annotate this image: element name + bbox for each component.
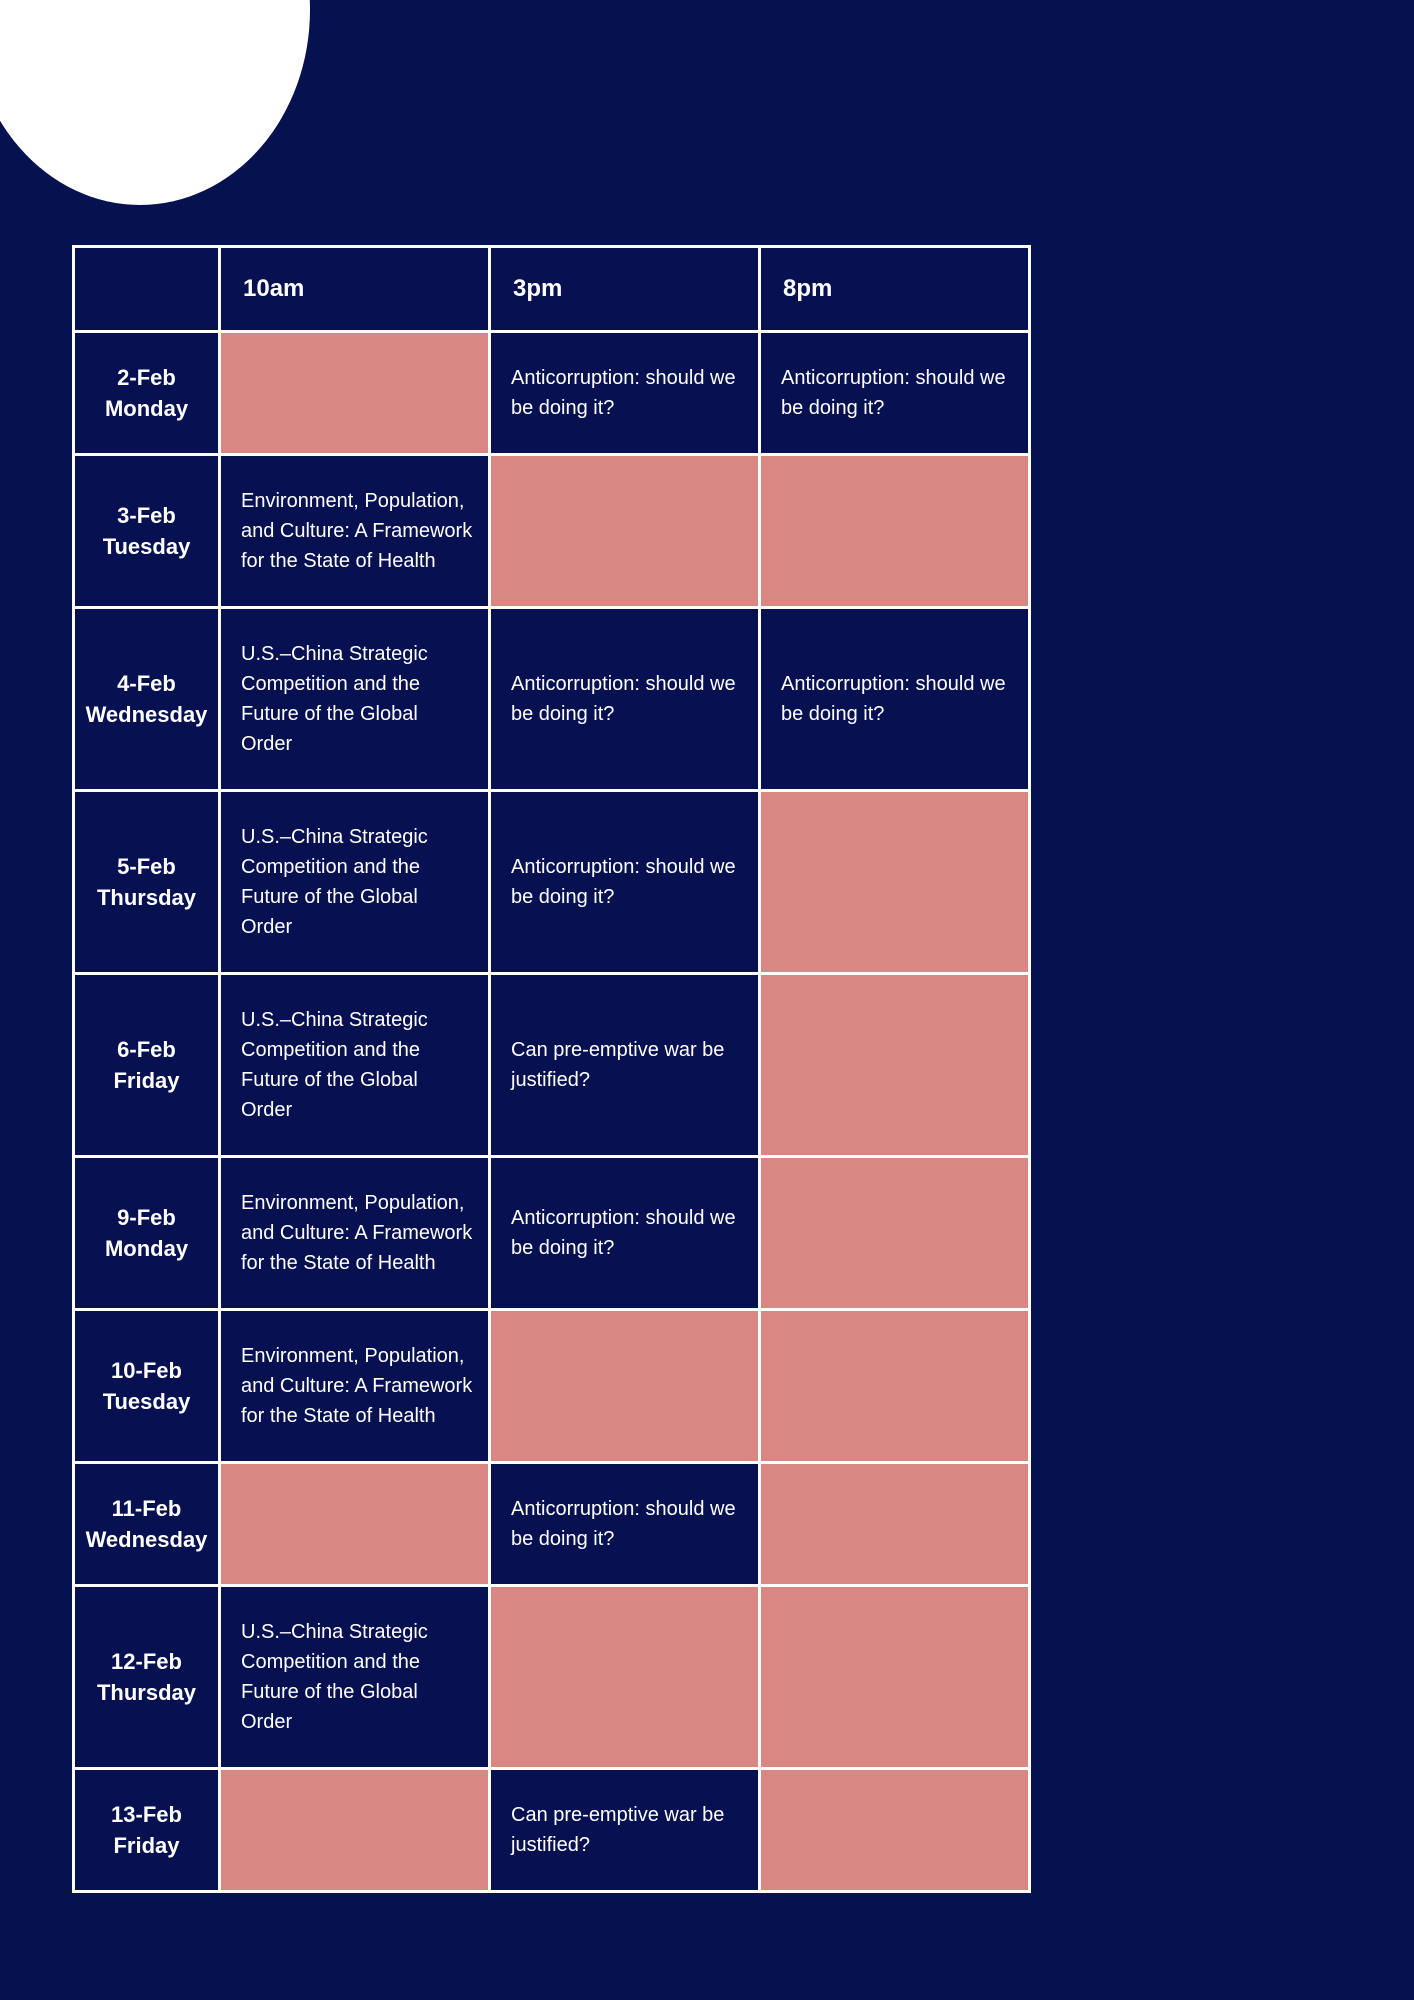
class-slot-cell: Can pre-emptive war be justified? xyxy=(490,974,760,1157)
date-label: 9-Feb xyxy=(117,1205,176,1230)
class-slot-cell: Anticorruption: should we be doing it? xyxy=(490,332,760,455)
class-slot-cell: U.S.–China Strategic Competition and the Future of the Global Order xyxy=(220,1586,490,1769)
empty-slot-cell xyxy=(760,974,1030,1157)
empty-slot-cell xyxy=(490,455,760,608)
header-cell-3pm: 3pm xyxy=(490,247,760,332)
day-label: Tuesday xyxy=(102,1389,191,1414)
schedule-row xyxy=(74,1586,1030,1769)
day-label: Monday xyxy=(104,396,189,421)
class-slot-cell: Environment, Population, and Culture: A Framework for the State of Health xyxy=(220,1157,490,1310)
date-cell xyxy=(74,1463,220,1586)
class-slot-cell: Anticorruption: should we be doing it? xyxy=(490,1157,760,1310)
date-label: 2-Feb xyxy=(117,365,176,390)
day-label: Tuesday xyxy=(102,534,191,559)
class-slot-cell: Anticorruption: should we be doing it? xyxy=(490,791,760,974)
empty-slot-cell xyxy=(220,1769,490,1892)
empty-slot-cell xyxy=(760,791,1030,974)
date-label: 12-Feb xyxy=(111,1649,182,1674)
date-label: 10-Feb xyxy=(111,1358,182,1383)
date-label: 6-Feb xyxy=(117,1037,176,1062)
schedule-row xyxy=(74,1463,1030,1586)
schedule-row xyxy=(74,455,1030,608)
empty-slot-cell xyxy=(760,1463,1030,1586)
schedule-row xyxy=(74,608,1030,791)
empty-slot-cell xyxy=(220,332,490,455)
empty-slot-cell xyxy=(760,455,1030,608)
early-bird-badge xyxy=(0,0,310,205)
empty-slot-cell xyxy=(760,1310,1030,1463)
header-cell-dates xyxy=(74,247,220,332)
date-label: 5-Feb xyxy=(117,854,176,879)
date-cell xyxy=(74,1157,220,1310)
schedule-row xyxy=(74,1310,1030,1463)
date-cell xyxy=(74,455,220,608)
day-label: Wednesday xyxy=(85,702,208,727)
date-cell xyxy=(74,791,220,974)
class-slot-cell: Anticorruption: should we be doing it? xyxy=(490,608,760,791)
date-cell xyxy=(74,1310,220,1463)
empty-slot-cell xyxy=(760,1586,1030,1769)
schedule-row xyxy=(74,791,1030,974)
date-label: 4-Feb xyxy=(117,671,176,696)
empty-slot-cell xyxy=(490,1586,760,1769)
empty-slot-cell xyxy=(760,1769,1030,1892)
schedule-table-wrapper xyxy=(72,245,1031,1893)
class-slot-cell: Environment, Population, and Culture: A Framework for the State of Health xyxy=(220,1310,490,1463)
day-label: Monday xyxy=(104,1236,189,1261)
schedule-row xyxy=(74,974,1030,1157)
class-slot-cell: Anticorruption: should we be doing it? xyxy=(490,1463,760,1586)
date-label: 13-Feb xyxy=(111,1802,182,1827)
schedule-table xyxy=(72,245,1031,1893)
day-label: Friday xyxy=(113,1833,180,1858)
schedule-body xyxy=(74,332,1030,1892)
date-cell xyxy=(74,1586,220,1769)
empty-slot-cell xyxy=(220,1463,490,1586)
date-cell xyxy=(74,1769,220,1892)
day-label: Wednesday xyxy=(85,1527,208,1552)
date-label: 11-Feb xyxy=(111,1496,182,1521)
empty-slot-cell xyxy=(760,1157,1030,1310)
day-label: Thursday xyxy=(96,885,197,910)
schedule-row xyxy=(74,332,1030,455)
header-cell-10am: 10am xyxy=(220,247,490,332)
header-row xyxy=(74,247,1030,332)
date-label: 3-Feb xyxy=(117,503,176,528)
class-slot-cell: Anticorruption: should we be doing it? xyxy=(760,608,1030,791)
schedule-row xyxy=(74,1769,1030,1892)
empty-slot-cell xyxy=(490,1310,760,1463)
class-slot-cell: Can pre-emptive war be justified? xyxy=(490,1769,760,1892)
date-cell xyxy=(74,608,220,791)
class-slot-cell: U.S.–China Strategic Competition and the Future of the Global Order xyxy=(220,608,490,791)
date-cell xyxy=(74,974,220,1157)
day-label: Thursday xyxy=(96,1680,197,1705)
schedule-row xyxy=(74,1157,1030,1310)
header-cell-8pm: 8pm xyxy=(760,247,1030,332)
day-label: Friday xyxy=(113,1068,180,1093)
class-slot-cell: Anticorruption: should we be doing it? xyxy=(760,332,1030,455)
class-slot-cell: U.S.–China Strategic Competition and the Future of the Global Order xyxy=(220,974,490,1157)
class-slot-cell: Environment, Population, and Culture: A Framework for the State of Health xyxy=(220,455,490,608)
date-cell xyxy=(74,332,220,455)
class-slot-cell: U.S.–China Strategic Competition and the Future of the Global Order xyxy=(220,791,490,974)
